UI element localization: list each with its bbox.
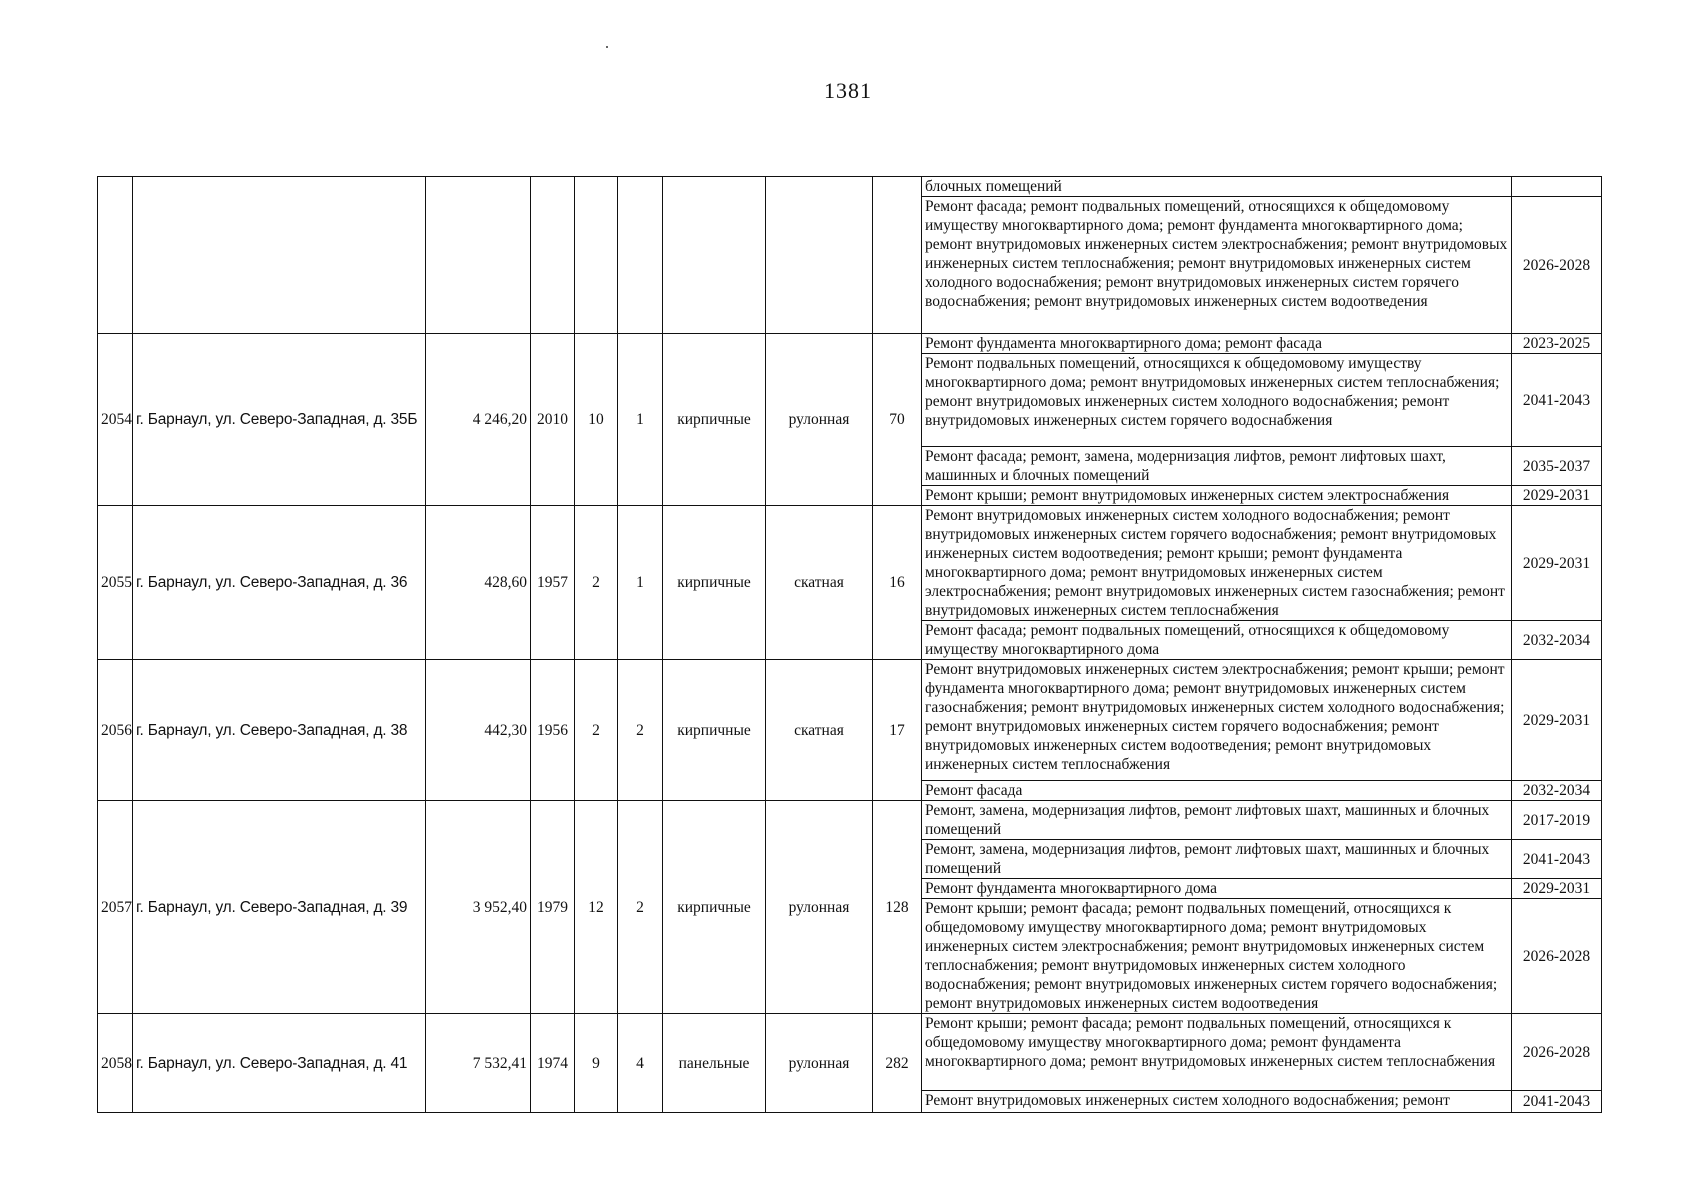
page-number: 1381 <box>824 78 872 103</box>
wall-material: кирпичные <box>663 506 766 660</box>
wall-material: кирпичные <box>663 660 766 801</box>
work-period: 2029-2031 <box>1512 879 1602 899</box>
roof-type: рулонная <box>766 1014 873 1113</box>
building-address: г. Барнаул, ул. Северо-Западная, д. 36 <box>133 506 426 660</box>
carryover-row <box>98 177 1602 197</box>
carry-year-cell <box>531 177 575 334</box>
work-description: Ремонт внутридомовых инженерных систем холодного водоснабжения; ремонт <box>922 1091 1512 1113</box>
carry-residents-cell <box>873 177 922 334</box>
scan-speck <box>606 46 608 48</box>
floor-count: 2 <box>575 506 618 660</box>
record-number: 2054 <box>98 334 133 506</box>
record-number: 2056 <box>98 660 133 801</box>
work-description: Ремонт подвальных помещений, относящихся к общедомовому имуществу многоквартирного дома; ремонт внутридомовых инженерных систем теплоснабжения; ремонт внутридомовых инженерных систем холодного водоснабжения; ремонт внутридомовых инженерных систем горячего водоснабжения <box>922 354 1512 447</box>
work-description: Ремонт фасада; ремонт, замена, модернизация лифтов, ремонт лифтовых шахт, машинных и блочных помещений <box>922 447 1512 486</box>
carry-entrances-cell <box>618 177 663 334</box>
work-period: 2029-2031 <box>1512 660 1602 781</box>
wall-material: кирпичные <box>663 801 766 1014</box>
work-period <box>1512 177 1602 197</box>
total-area: 3 952,40 <box>426 801 531 1014</box>
construction-year: 2010 <box>531 334 575 506</box>
work-period: 2023-2025 <box>1512 334 1602 354</box>
carry-area-cell <box>426 177 531 334</box>
work-period: 2017-2019 <box>1512 801 1602 840</box>
building-address: г. Барнаул, ул. Северо-Западная, д. 39 <box>133 801 426 1014</box>
work-period: 2029-2031 <box>1512 486 1602 506</box>
roof-type: скатная <box>766 506 873 660</box>
work-description: Ремонт крыши; ремонт фасада; ремонт подвальных помещений, относящихся к общедомовому имуществу многоквартирного дома; ремонт фундамента многоквартирного дома; ремонт внутридомовых инженерных систем теплоснабжения <box>922 1014 1512 1091</box>
resident-count: 128 <box>873 801 922 1014</box>
total-area: 442,30 <box>426 660 531 801</box>
record-number: 2058 <box>98 1014 133 1113</box>
construction-year: 1974 <box>531 1014 575 1113</box>
work-description: Ремонт, замена, модернизация лифтов, ремонт лифтовых шахт, машинных и блочных помещений <box>922 840 1512 879</box>
record-number: 2055 <box>98 506 133 660</box>
work-description: Ремонт, замена, модернизация лифтов, ремонт лифтовых шахт, машинных и блочных помещений <box>922 801 1512 840</box>
building-address: г. Барнаул, ул. Северо-Западная, д. 41 <box>133 1014 426 1113</box>
entrance-count: 2 <box>618 801 663 1014</box>
carry-no-cell <box>98 177 133 334</box>
building-address: г. Барнаул, ул. Северо-Западная, д. 35Б <box>133 334 426 506</box>
wall-material: панельные <box>663 1014 766 1113</box>
total-area: 4 246,20 <box>426 334 531 506</box>
work-description: Ремонт фасада; ремонт подвальных помещений, относящихся к общедомовому имуществу многоквартирного дома; ремонт фундамента многоквартирного дома; ремонт внутридомовых инженерных систем электроснабжения; ремонт внутридомовых инженерных систем теплоснабжения; ремонт внутридомовых инженерных систем холодного водоснабжения; ремонт внутридомовых инженерных систем горячего водоснабжения; ремонт внутридомовых инженерных систем водоотведения <box>922 197 1512 334</box>
resident-count: 17 <box>873 660 922 801</box>
table-row <box>98 801 1602 840</box>
carry-address-cell <box>133 177 426 334</box>
work-period: 2026-2028 <box>1512 197 1602 334</box>
work-description: Ремонт внутридомовых инженерных систем электроснабжения; ремонт крыши; ремонт фундамента многоквартирного дома; ремонт внутридомовых инженерных систем газоснабжения; ремонт внутридомовых инженерных систем холодного водоснабжения; ремонт внутридомовых инженерных систем горячего водоснабжения; ремонт внутридомовых инженерных систем водоотведения; ремонт внутридомовых инженерных систем теплоснабжения <box>922 660 1512 781</box>
table-row <box>98 334 1602 354</box>
record-number: 2057 <box>98 801 133 1014</box>
resident-count: 70 <box>873 334 922 506</box>
work-period: 2035-2037 <box>1512 447 1602 486</box>
work-period: 2041-2043 <box>1512 354 1602 447</box>
registry-table <box>97 176 1602 1113</box>
work-period: 2026-2028 <box>1512 899 1602 1014</box>
entrance-count: 1 <box>618 506 663 660</box>
work-description: Ремонт фундамента многоквартирного дома <box>922 879 1512 899</box>
construction-year: 1979 <box>531 801 575 1014</box>
entrance-count: 2 <box>618 660 663 801</box>
work-period: 2032-2034 <box>1512 781 1602 801</box>
floor-count: 10 <box>575 334 618 506</box>
total-area: 428,60 <box>426 506 531 660</box>
entrance-count: 4 <box>618 1014 663 1113</box>
carry-walls-cell <box>663 177 766 334</box>
construction-year: 1957 <box>531 506 575 660</box>
floor-count: 12 <box>575 801 618 1014</box>
carry-roof-cell <box>766 177 873 334</box>
resident-count: 16 <box>873 506 922 660</box>
carry-floors-cell <box>575 177 618 334</box>
total-area: 7 532,41 <box>426 1014 531 1113</box>
work-period: 2041-2043 <box>1512 840 1602 879</box>
work-description: блочных помещений <box>922 177 1512 197</box>
work-period: 2029-2031 <box>1512 506 1602 621</box>
roof-type: рулонная <box>766 334 873 506</box>
work-description: Ремонт крыши; ремонт внутридомовых инженерных систем электроснабжения <box>922 486 1512 506</box>
entrance-count: 1 <box>618 334 663 506</box>
construction-year: 1956 <box>531 660 575 801</box>
wall-material: кирпичные <box>663 334 766 506</box>
roof-type: рулонная <box>766 801 873 1014</box>
work-period: 2032-2034 <box>1512 621 1602 660</box>
work-period: 2041-2043 <box>1512 1091 1602 1113</box>
floor-count: 2 <box>575 660 618 801</box>
work-description: Ремонт фундамента многоквартирного дома; ремонт фасада <box>922 334 1512 354</box>
work-description: Ремонт фасада; ремонт подвальных помещений, относящихся к общедомовому имуществу многоквартирного дома <box>922 621 1512 660</box>
building-address: г. Барнаул, ул. Северо-Западная, д. 38 <box>133 660 426 801</box>
registry-body <box>98 177 1602 1113</box>
work-description: Ремонт крыши; ремонт фасада; ремонт подвальных помещений, относящихся к общедомовому имуществу многоквартирного дома; ремонт внутридомовых инженерных систем электроснабжения; ремонт внутридомовых инженерных систем теплоснабжения; ремонт внутридомовых инженерных систем холодного водоснабжения; ремонт внутридомовых инженерных систем горячего водоснабжения; ремонт внутридомовых инженерных систем водоотведения <box>922 899 1512 1014</box>
work-description: Ремонт фасада <box>922 781 1512 801</box>
resident-count: 282 <box>873 1014 922 1113</box>
table-row <box>98 506 1602 621</box>
work-description: Ремонт внутридомовых инженерных систем холодного водоснабжения; ремонт внутридомовых инженерных систем горячего водоснабжения; ремонт внутридомовых инженерных систем водоотведения; ремонт крыши; ремонт фундамента многоквартирного дома; ремонт внутридомовых инженерных систем электроснабжения; ремонт внутридомовых инженерных систем газоснабжения; ремонт внутридомовых инженерных систем теплоснабжения <box>922 506 1512 621</box>
work-period: 2026-2028 <box>1512 1014 1602 1091</box>
table-row <box>98 1014 1602 1091</box>
table-row <box>98 660 1602 781</box>
floor-count: 9 <box>575 1014 618 1113</box>
roof-type: скатная <box>766 660 873 801</box>
